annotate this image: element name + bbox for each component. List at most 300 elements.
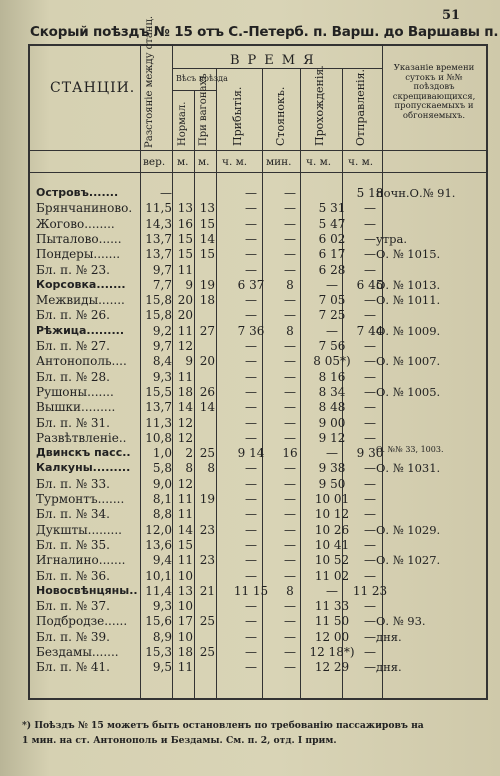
cell-dep: — (364, 262, 376, 277)
cell-pass: 12 18*) (309, 645, 355, 659)
table-row (30, 599, 486, 613)
cell-ves: 15 (177, 537, 193, 552)
cell-station: Антонополь.... (36, 354, 127, 369)
cell-vag: 13 (199, 201, 215, 216)
cell-dist: 14,3 (145, 216, 172, 231)
cell-pass: — (326, 446, 338, 461)
cell-dist: 15,8 (145, 293, 172, 308)
cell-arr: — (245, 507, 257, 522)
cell-dist: 15,3 (145, 645, 172, 659)
cell-vag: 15 (199, 216, 215, 231)
cell-vag: 18 (199, 293, 215, 308)
cell-arr: — (245, 492, 257, 506)
cell-pass: 8 48 (318, 400, 346, 415)
cell-dep: — (364, 522, 376, 537)
cell-dist: 9,3 (152, 369, 172, 384)
cell-pass: 8 34 (318, 384, 346, 399)
cell-dep: — (364, 415, 376, 430)
cell-stop: — (284, 476, 296, 491)
cell-station: Бездамы....... (36, 645, 119, 659)
cell-station: Пондеры....... (36, 247, 121, 262)
cell-ves: 12 (177, 415, 193, 430)
cell-pass: 9 38 (318, 461, 346, 476)
cell-ves: 10 (177, 568, 193, 583)
time-header: ВРЕМЯ (230, 53, 322, 68)
distance-header: Разстояніе между станц. (144, 15, 155, 148)
table-row (30, 385, 486, 399)
cell-arr: — (245, 262, 257, 277)
cell-ves: 18 (177, 384, 193, 399)
stop-header: Стоянокъ. (274, 86, 287, 146)
cell-dep: — (364, 339, 376, 353)
cell-dist: 10,8 (145, 430, 172, 445)
cell-pass: — (326, 583, 338, 598)
cell-ves: 12 (177, 476, 193, 491)
cell-station: Бл. п. № 37. (36, 599, 110, 614)
cell-pass: 8 05*) (313, 354, 351, 369)
cell-station: Межвиды....... (36, 293, 125, 308)
cell-ves: 17 (177, 614, 193, 629)
cell-stop: — (284, 629, 296, 644)
table-row (30, 538, 486, 552)
cell-arr: — (245, 293, 257, 308)
cell-dist: 11,5 (145, 201, 172, 216)
cell-vag: 25 (199, 446, 215, 461)
cell-pass: 10 41 (314, 537, 350, 552)
cell-stop: — (284, 599, 296, 614)
departure-header: Отправленія. (354, 68, 367, 146)
table-row (30, 446, 486, 460)
cell-ves: 11 (177, 323, 193, 338)
cell-station: Пыталово...... (36, 231, 122, 246)
arrival-header: Прибытія. (231, 86, 244, 146)
vagons-header: При вагонахъ (198, 73, 209, 146)
table-row (30, 217, 486, 231)
cell-pass: 11 33 (314, 599, 350, 614)
cell-stop: 8 (286, 323, 294, 338)
cell-arr: — (245, 339, 257, 353)
cell-rem: О. № 1013. (376, 277, 441, 292)
cell-arr: — (245, 231, 257, 246)
cell-pass: 9 00 (318, 415, 346, 430)
cell-arr: — (245, 476, 257, 491)
cell-arr: — (245, 599, 257, 614)
cell-dep: — (364, 231, 376, 246)
cell-dist: 9,4 (152, 553, 172, 568)
cell-ves: 13 (177, 583, 193, 598)
cell-stop: — (284, 231, 296, 246)
unit-ves: м. (177, 156, 189, 168)
cell-stop: — (284, 216, 296, 231)
cell-station: Бл. п. № 33. (36, 476, 110, 491)
cell-pass: 5 47 (318, 216, 346, 231)
cell-pass: 6 28 (318, 262, 346, 277)
cell-arr: — (245, 369, 257, 384)
table-row (30, 186, 486, 200)
cell-pass: 7 05 (318, 293, 346, 308)
cell-dist: 8,8 (152, 507, 172, 522)
cell-dep: 5 18 (356, 186, 384, 200)
cell-rem: почн.О.№ 91. (376, 186, 456, 200)
cell-dist: 10,1 (145, 568, 172, 583)
cell-dist: 15,6 (145, 614, 172, 629)
cell-rem: дня. (376, 660, 402, 675)
cell-ves: 12 (177, 430, 193, 445)
cell-dist: 13,7 (145, 231, 172, 246)
cell-vag: 8 (207, 461, 215, 476)
cell-arr: — (245, 553, 257, 568)
cell-stop: — (284, 430, 296, 445)
cell-station: Подбродзе...... (36, 614, 128, 629)
cell-dep: — (364, 507, 376, 522)
table-row (30, 339, 486, 353)
unit-pass: ч. м. (306, 156, 332, 168)
table-row (30, 324, 486, 338)
cell-ves: 18 (177, 645, 193, 659)
cell-station: Бл. п. № 27. (36, 339, 110, 353)
cell-dep: — (364, 599, 376, 614)
cell-dist: 9,0 (152, 476, 172, 491)
cell-stop: — (284, 614, 296, 629)
cell-dist: 11,3 (145, 415, 172, 430)
footnote (22, 718, 484, 748)
cell-dist: 8,1 (152, 492, 172, 506)
cell-arr: — (245, 400, 257, 415)
cell-pass: — (326, 277, 338, 292)
cell-station: Островъ....... (36, 186, 119, 199)
cell-dist: 15,8 (145, 308, 172, 323)
cell-vag: 25 (199, 614, 215, 629)
cell-arr: — (245, 461, 257, 476)
cell-stop: — (284, 293, 296, 308)
unit-distance: вер. (143, 156, 166, 168)
cell-arr: 7 36 (237, 323, 265, 338)
table-row (30, 308, 486, 322)
cell-station: Бл. п. № 41. (36, 660, 110, 675)
cell-vag: 15 (199, 247, 215, 262)
cell-pass: 8 16 (318, 369, 346, 384)
table-row (30, 232, 486, 246)
cell-dep: — (364, 660, 376, 675)
cell-station: Бл. п. № 26. (36, 308, 110, 323)
cell-arr: — (245, 522, 257, 537)
cell-dep: — (364, 384, 376, 399)
cell-dist: 1,0 (152, 446, 172, 461)
cell-stop: — (284, 660, 296, 675)
cell-rem: дня. (376, 629, 402, 644)
table-row (30, 523, 486, 537)
table-row (30, 569, 486, 583)
cell-ves: 11 (177, 507, 193, 522)
cell-dep: 6 45 (356, 277, 384, 292)
cell-arr: — (245, 308, 257, 323)
cell-rem: О. № 1015. (376, 247, 441, 262)
table-row (30, 584, 486, 598)
header-divider (28, 150, 488, 151)
cell-dep: — (364, 247, 376, 262)
cell-dep: — (364, 629, 376, 644)
cell-dist: 9,5 (152, 660, 172, 675)
cell-station: Бл. п. № 23. (36, 262, 110, 277)
cell-dist: 11,4 (145, 583, 172, 598)
footnote-line-2: 1 мин. на ст. Антонополь и Бездамы. См. п. 2, отд. I прим. (22, 735, 337, 746)
cell-ves: 10 (177, 629, 193, 644)
cell-vag: 19 (199, 492, 215, 506)
cell-dist: 5,8 (152, 461, 172, 476)
unit-vag: м. (198, 156, 210, 168)
cell-station: Бл. п. № 35. (36, 537, 110, 552)
cell-dist: 13,7 (145, 400, 172, 415)
cell-dep: — (364, 430, 376, 445)
cell-stop: — (284, 461, 296, 476)
cell-ves: 11 (177, 492, 193, 506)
cell-station: Игналино....... (36, 553, 126, 568)
cell-ves: 8 (185, 461, 193, 476)
cell-vag: 25 (199, 645, 215, 659)
table-row (30, 278, 486, 292)
cell-vag: 23 (199, 522, 215, 537)
cell-dep: — (364, 645, 376, 659)
cell-rem: О. № 1005. (376, 384, 441, 399)
cell-dep: 7 44 (356, 323, 384, 338)
cell-pass: 10 12 (314, 507, 350, 522)
cell-arr: — (245, 384, 257, 399)
cell-stop: — (284, 247, 296, 262)
cell-station: Двинскъ пасс.. (36, 446, 131, 460)
cell-rem: О. № 1009. (376, 323, 441, 338)
cell-arr: — (245, 430, 257, 445)
cell-dist: 9,3 (152, 599, 172, 614)
table-row (30, 461, 486, 475)
cell-station: Бл. п. № 39. (36, 629, 110, 644)
cell-dist: 9,2 (152, 323, 172, 338)
cell-dist: 13,6 (145, 537, 172, 552)
cell-arr: 6 37 (237, 277, 265, 292)
cell-arr: 9 14 (237, 446, 265, 461)
cell-rem: О. № 93. (376, 614, 426, 629)
cell-dep: — (364, 553, 376, 568)
cell-station: Бл. п. № 28. (36, 369, 110, 384)
cell-rem: О. № 1011. (376, 293, 441, 308)
cell-arr: — (245, 629, 257, 644)
table-row (30, 553, 486, 567)
ves-header: Вѣсъ поѣзда (176, 74, 228, 83)
cell-stop: — (284, 308, 296, 323)
cell-pass: 6 17 (318, 247, 346, 262)
cell-rem: О. № 1027. (376, 553, 441, 568)
cell-arr: — (245, 537, 257, 552)
cell-station: Турмонтъ....... (36, 492, 125, 506)
cell-rem: О. № 1007. (376, 354, 441, 369)
cell-arr: — (245, 354, 257, 369)
cell-stop: 8 (286, 277, 294, 292)
table-row (30, 416, 486, 430)
unit-arr: ч. м. (222, 156, 248, 168)
cell-station: Бл. п. № 34. (36, 507, 110, 522)
cell-stop: 16 (282, 446, 298, 461)
cell-vag: 14 (199, 231, 215, 246)
cell-rem: О. № 1029. (376, 522, 441, 537)
cell-ves: 11 (177, 660, 193, 675)
cell-pass: 12 00 (314, 629, 350, 644)
cell-stop: — (284, 492, 296, 506)
cell-station: Брянчаниново. (36, 201, 133, 216)
cell-dist: 7,7 (152, 277, 172, 292)
cell-vag: 21 (199, 583, 215, 598)
cell-stop: — (284, 339, 296, 353)
cell-dep: — (364, 201, 376, 216)
table-row (30, 431, 486, 445)
cell-vag: 20 (199, 354, 215, 369)
cell-stop: — (284, 645, 296, 659)
timetable-title: Скорый поѣздъ № 15 отъ С.-Петерб. п. Варш. до Варшавы п. (30, 24, 499, 40)
cell-ves: 20 (177, 293, 193, 308)
cell-arr: — (245, 415, 257, 430)
cell-pass: 7 56 (318, 339, 346, 353)
cell-pass: 12 29 (314, 660, 350, 675)
cell-arr: — (245, 201, 257, 216)
table-row (30, 293, 486, 307)
cell-stop: — (284, 201, 296, 216)
cell-vag: 26 (199, 384, 215, 399)
cell-arr: 11 15 (233, 583, 269, 598)
cell-dep: — (364, 537, 376, 552)
cell-arr: — (245, 247, 257, 262)
table-row (30, 201, 486, 215)
note-header: Указаніе времени сутокъ и №№ поѣздовъ скрещивающихся, пропускаемыхъ и обгоняемыхъ. (392, 63, 476, 121)
cell-dist: 15,5 (145, 384, 172, 399)
cell-dist: 13,7 (145, 247, 172, 262)
cell-pass: 9 50 (318, 476, 346, 491)
cell-vag: 23 (199, 553, 215, 568)
table-row (30, 660, 486, 674)
cell-ves: 12 (177, 339, 193, 353)
cell-arr: — (245, 645, 257, 659)
cell-pass: 10 26 (314, 522, 350, 537)
cell-vag: 19 (199, 277, 215, 292)
cell-dist: 9,7 (152, 262, 172, 277)
cell-stop: — (284, 369, 296, 384)
cell-pass: 10 52 (314, 553, 350, 568)
cell-dep: — (364, 369, 376, 384)
cell-stop: — (284, 522, 296, 537)
table-row (30, 614, 486, 628)
cell-stop: — (284, 354, 296, 369)
table-row (30, 645, 486, 659)
cell-rem: О. №№ 33, 1003. (376, 445, 444, 455)
cell-ves: 15 (177, 247, 193, 262)
cell-station: Рушоны....... (36, 384, 114, 399)
cell-dep: — (364, 354, 376, 369)
table-row (30, 400, 486, 414)
cell-stop: — (284, 186, 296, 200)
cell-pass: 11 02 (314, 568, 350, 583)
cell-dep: — (364, 400, 376, 415)
cell-stop: — (284, 553, 296, 568)
cell-vag: 27 (199, 323, 215, 338)
cell-ves: 9 (185, 354, 193, 369)
cell-ves: 9 (185, 277, 193, 292)
cell-stop: 8 (286, 583, 294, 598)
table-row (30, 370, 486, 384)
cell-stop: — (284, 568, 296, 583)
cell-stop: — (284, 537, 296, 552)
pass-header: Прохожденія. (313, 65, 326, 146)
table-row (30, 507, 486, 521)
cell-arr: — (245, 568, 257, 583)
cell-station: Калкуны......... (36, 461, 131, 475)
cell-dep: 9 30 (356, 446, 384, 461)
cell-pass: 7 25 (318, 308, 346, 323)
cell-arr: — (245, 660, 257, 675)
cell-ves: 11 (177, 369, 193, 384)
cell-arr: — (245, 614, 257, 629)
cell-ves: 2 (185, 446, 193, 461)
cell-ves: 11 (177, 553, 193, 568)
cell-station: Жогово........ (36, 216, 115, 231)
table-row (30, 477, 486, 491)
cell-dist: 9,7 (152, 339, 172, 353)
time-group-divider (172, 68, 382, 69)
cell-ves: 16 (177, 216, 193, 231)
table-row (30, 263, 486, 277)
unit-stop: мин. (266, 156, 292, 168)
footnote-line-1: *) Поѣздъ № 15 можетъ быть остановленъ по требованію пассажировъ на (22, 720, 424, 731)
cell-pass: 5 31 (318, 201, 346, 216)
cell-dep: — (364, 461, 376, 476)
cell-arr: — (245, 186, 257, 200)
page-number: 51 (442, 8, 461, 23)
cell-pass: 9 12 (318, 430, 346, 445)
cell-dist: 8,9 (152, 629, 172, 644)
cell-ves: 13 (177, 201, 193, 216)
cell-dep: — (364, 568, 376, 583)
table-row (30, 354, 486, 368)
cell-pass: 6 02 (318, 231, 346, 246)
table-row (30, 492, 486, 506)
cell-vag: 14 (199, 400, 215, 415)
cell-stop: — (284, 415, 296, 430)
cell-dep: — (364, 614, 376, 629)
cell-station: Бл. п. № 36. (36, 568, 110, 583)
stations-header: СТАНЦІИ. (50, 80, 136, 96)
cell-stop: — (284, 400, 296, 415)
cell-station: Вышки......... (36, 400, 116, 415)
cell-dist: — (160, 186, 172, 200)
cell-dep: — (364, 216, 376, 231)
cell-ves: 14 (177, 400, 193, 415)
cell-ves: 15 (177, 231, 193, 246)
unit-dep: ч. м. (348, 156, 374, 168)
cell-dist: 8,4 (152, 354, 172, 369)
cell-rem: О. № 1031. (376, 461, 441, 476)
cell-pass: 11 50 (314, 614, 350, 629)
cell-stop: — (284, 507, 296, 522)
cell-dep: — (364, 492, 376, 506)
cell-stop: — (284, 384, 296, 399)
cell-ves: 10 (177, 599, 193, 614)
cell-ves: 20 (177, 308, 193, 323)
cell-pass: — (326, 323, 338, 338)
cell-station: Бл. п. № 31. (36, 415, 110, 430)
table-row (30, 630, 486, 644)
cell-dep: — (364, 476, 376, 491)
cell-stop: — (284, 262, 296, 277)
cell-ves: 14 (177, 522, 193, 537)
cell-dep: 11 23 (352, 583, 388, 598)
cell-station: Развѣтвленіе.. (36, 430, 127, 445)
cell-arr: — (245, 216, 257, 231)
